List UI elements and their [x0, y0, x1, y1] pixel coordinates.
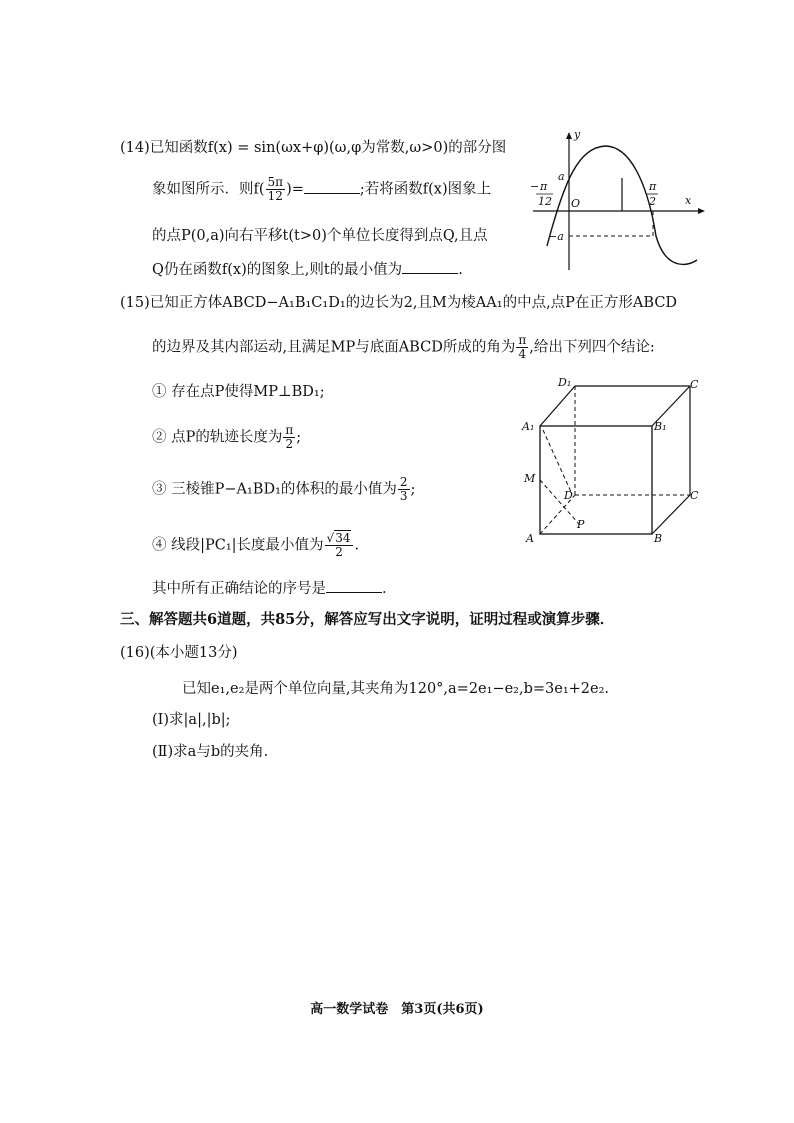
q14-line2 — [152, 176, 491, 203]
frac-num: 5π — [267, 175, 284, 189]
frac-num: 2 — [399, 475, 408, 489]
label-B: B — [654, 532, 663, 545]
q15-conclusion-4 — [152, 532, 359, 559]
q14-fraction-5pi-12 — [266, 176, 286, 203]
c4-suffix: . — [354, 537, 360, 554]
q15-answer-blank — [326, 578, 382, 593]
q14-line4 — [152, 259, 463, 280]
left-tick-num: π — [540, 180, 548, 193]
frac-num: π — [285, 423, 294, 437]
c3-prefix: ③ 三棱锥P−A₁BD₁的体积的最小值为 — [152, 481, 397, 498]
section3-heading: 三、解答题共6道题，共85分，解答应写出文字说明，证明过程或演算步骤． — [120, 611, 615, 628]
q14-line2-mid: )= — [286, 181, 304, 198]
q15-answer-end: . — [382, 581, 387, 597]
c2-suffix: ; — [296, 429, 302, 446]
q14-line4-end: . — [458, 262, 463, 278]
q15-line2-prefix: 的边界及其内部运动,且满足MP与底面ABCD所成的角为 — [152, 339, 516, 356]
a-label: a — [558, 170, 565, 183]
frac-den: 2 — [335, 545, 343, 559]
label-C1: C — [690, 378, 699, 391]
frac-den: 3 — [399, 489, 408, 503]
left-tick-den: 12 — [538, 195, 552, 208]
frac-den: 12 — [267, 189, 283, 203]
cube-figure — [520, 374, 700, 546]
label-P: P — [577, 518, 585, 531]
label-D: D — [564, 489, 573, 502]
q15-conclusion-2 — [152, 424, 301, 451]
label-M: M — [524, 472, 536, 485]
c3-fraction — [398, 476, 410, 503]
label-C: C — [690, 489, 699, 502]
q15-line2-suffix: ,给出下列四个结论: — [529, 339, 655, 356]
neg-a-label: −a — [548, 230, 564, 243]
q14-line1 — [120, 138, 506, 158]
q16-part2: (Ⅱ)求a与b的夹角. — [152, 744, 269, 760]
q16-part1: (Ⅰ)求|a|,|b|; — [152, 712, 231, 728]
q16-number: (16)(本小题13分) — [120, 645, 238, 661]
label-B1: B₁ — [654, 420, 667, 433]
frac-num — [325, 532, 354, 546]
q14-answer-blank-1 — [304, 179, 360, 194]
label-A: A — [526, 532, 534, 545]
q15-number: (15) — [120, 295, 150, 311]
sqrt-sign: √ — [326, 531, 335, 545]
x-label: x — [685, 194, 692, 207]
q15-line1-text: 已知正方体ABCD−A₁B₁C₁D₁的边长为2,且M为棱AA₁的中点,点P在正方形ABCD — [149, 295, 678, 311]
q15-line2 — [152, 334, 655, 361]
q14-number: (14) — [120, 140, 150, 156]
q15-answer-prompt: 其中所有正确结论的序号是 — [152, 581, 326, 597]
page-footer: 高一数学试卷 第3页(共6页) — [310, 1002, 484, 1017]
q15-line1 — [120, 293, 677, 313]
origin-label: O — [571, 197, 581, 210]
q14-line2-suffix: ;若将函数f(x)图象上 — [359, 181, 492, 198]
left-tick-sign: − — [530, 180, 540, 193]
c4-fraction — [325, 532, 354, 559]
right-tick-num: π — [649, 180, 657, 193]
q15-conclusion-1: ① 存在点P使得MP⊥BD₁; — [152, 384, 325, 400]
sine-graph — [525, 128, 710, 276]
q14-line3: 的点P(0,a)向右平移t(t>0)个单位长度得到点Q,且点 — [152, 228, 488, 244]
y-label: y — [574, 128, 581, 141]
radicand: 34 — [335, 531, 351, 545]
y-axis-arrow — [566, 132, 572, 139]
q14-line4-text: Q仍在函数f(x)的图象上,则t的最小值为 — [152, 262, 403, 278]
frac-num: π — [518, 333, 527, 347]
c3-suffix: ; — [410, 481, 416, 498]
label-A1: A₁ — [522, 420, 535, 433]
q14-answer-blank-2 — [402, 259, 458, 274]
right-tick-den: 2 — [649, 195, 656, 208]
q15-fraction-pi-4 — [516, 334, 528, 361]
q14-line1-text: 已知函数f(x) = sin(ωx+φ)(ω,φ为常数,ω>0)的部分图 — [149, 140, 507, 156]
q16-stem: 已知e₁,e₂是两个单位向量,其夹角为120°,a=2e₁−e₂,b=3e₁+2e₂. — [182, 681, 610, 697]
q14-line2-prefix: 象如图所示．则f( — [152, 181, 265, 198]
x-axis-arrow — [698, 208, 705, 214]
c2-prefix: ② 点P的轨迹长度为 — [152, 429, 283, 446]
c4-prefix: ④ 线段|PC₁|长度最小值为 — [152, 537, 324, 554]
q15-conclusion-3 — [152, 476, 415, 503]
frac-den: 4 — [518, 347, 527, 361]
frac-den: 2 — [285, 437, 294, 451]
c2-fraction — [283, 424, 295, 451]
label-D1: D₁ — [558, 376, 572, 389]
q15-answer-line — [152, 578, 387, 599]
